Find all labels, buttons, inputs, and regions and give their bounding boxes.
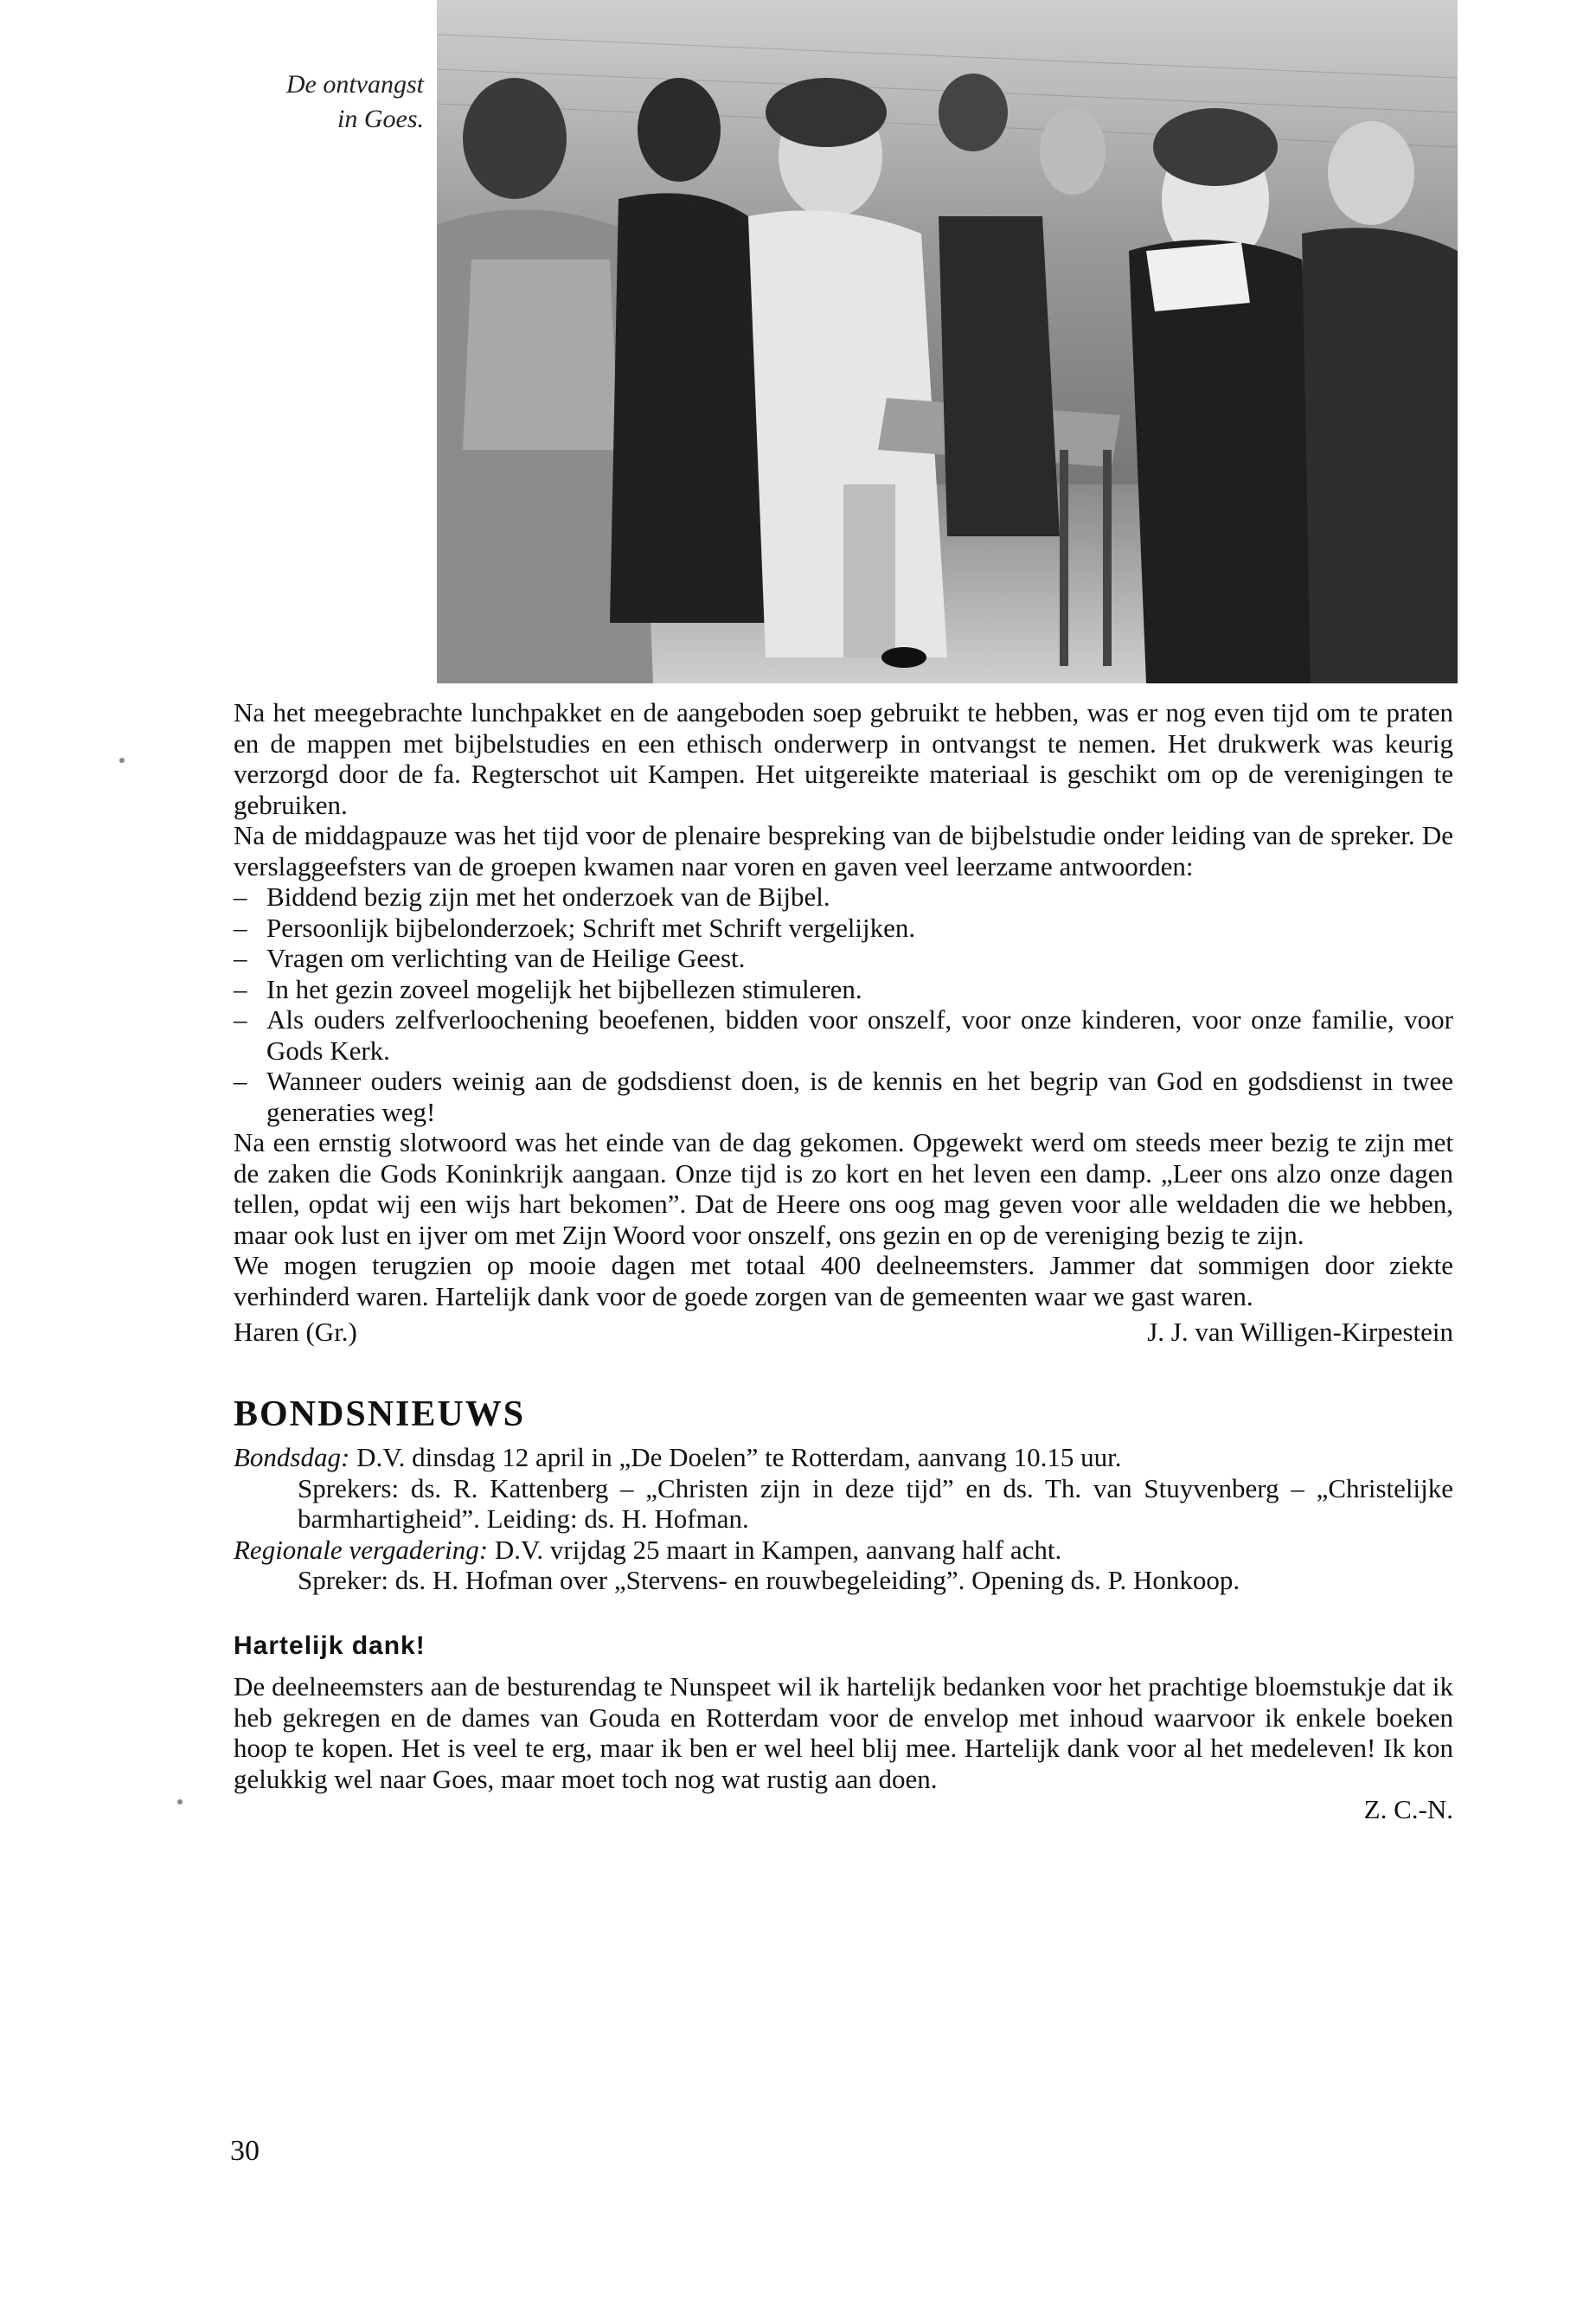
- article-body: [234, 697, 1453, 1825]
- thanks-heading: Hartelijk dank!: [234, 1631, 426, 1660]
- page-number: 30: [230, 2135, 260, 2167]
- reception-photo: [437, 0, 1458, 683]
- list-item: – Vragen om verlichting van de Heilige Geest.: [234, 943, 1453, 974]
- margin-dot: [177, 1799, 183, 1804]
- article-signature: [234, 1317, 1453, 1348]
- photo-illustration: [437, 0, 1458, 683]
- answers-list: [234, 881, 1453, 1127]
- section-heading: BONDSNIEUWS: [234, 1394, 526, 1434]
- list-item: – Persoonlijk bijbelonderzoek; Schrift met Schrift vergelijken.: [234, 913, 1453, 944]
- regional-label: Regionale vergadering:: [234, 1534, 489, 1565]
- regional-detail: Spreker: ds. H. Hofman over „Stervens- en rouwbegeleiding”. Opening ds. P. Honkoop.: [298, 1565, 1240, 1595]
- article-paragraph: Na een ernstig slotwoord was het einde van de dag gekomen. Opgewekt werd om steeds meer bezig te zijn met de zaken die Gods Koninkrijk aangaan. Onze tijd is zo kort en het leven een damp. „Leer ons alzo onze dagen tellen, opdat wij een wijs hart bekomen”. Dat de Heere ons oog mag geven voor alle weldaden die we hebben, maar ook lust en ijver om met Zijn Woord voor onszelf, ons gezin en op de vereniging bezig te zijn.: [234, 1127, 1453, 1250]
- signature-place: Haren (Gr.): [234, 1317, 357, 1347]
- regional-entry: [234, 1535, 1453, 1566]
- thanks-paragraph: De deelneemsters aan de besturendag te Nunspeet wil ik hartelijk bedanken voor het prachtige bloemstukje dat ik heb gekregen en de dames van Gouda en Rotterdam voor de envelop met inhoud waarvoor ik enkele boeken hoop te kopen. Het is veel te erg, maar ik ben er wel heel blij mee. Hartelijk dank voor al het medeleven! Ik kon gelukkig wel naar Goes, maar moet toch nog wat rustig aan doen.: [234, 1671, 1453, 1794]
- caption-line-2: in Goes.: [337, 105, 424, 133]
- list-item: – Als ouders zelfverloochening beoefenen, bidden voor onszelf, voor onze kinderen, voor onze familie, voor Gods Kerk.: [234, 1004, 1453, 1066]
- list-item: – Wanneer ouders weinig aan de godsdienst doen, is de kennis en het begrip van God en godsdienst in twee generaties weg!: [234, 1066, 1453, 1127]
- bondsdag-detail: Sprekers: ds. R. Kattenberg – „Christen zijn in deze tijd” en ds. Th. van Stuyvenberg – „Christelijke barmhartigheid”. Leiding: ds. H. Hofman.: [298, 1472, 1453, 1534]
- bondsdag-entry: [234, 1442, 1453, 1473]
- caption-line-1: De ontvangst: [285, 70, 424, 99]
- thanks-initials: Z. C.-N.: [1363, 1794, 1453, 1824]
- list-item: – In het gezin zoveel mogelijk het bijbellezen stimuleren.: [234, 974, 1453, 1005]
- regional-text: D.V. vrijdag 25 maart in Kampen, aanvang half acht.: [494, 1534, 1062, 1565]
- article-paragraph: We mogen terugzien op mooie dagen met totaal 400 deelneemsters. Jammer dat sommigen door ziekte verhinderd waren. Hartelijk dank voor de goede zorgen van de gemeenten waar we gast waren.: [234, 1250, 1453, 1311]
- list-item: – Biddend bezig zijn met het onderzoek van de Bijbel.: [234, 881, 1453, 913]
- photo-caption: [130, 67, 424, 137]
- bondsdag-label: Bondsdag:: [234, 1442, 350, 1472]
- margin-dot: [119, 758, 125, 763]
- bondsdag-text: D.V. dinsdag 12 april in „De Doelen” te Rotterdam, aanvang 10.15 uur.: [356, 1442, 1122, 1472]
- signature-author: J. J. van Willigen-Kirpestein: [1147, 1317, 1453, 1347]
- article-paragraph: Na de middagpauze was het tijd voor de plenaire bespreking van de bijbelstudie onder leiding van de spreker. De verslaggeefsters van de groepen kwamen naar voren en gaven veel leerzame antwoorden:: [234, 820, 1453, 881]
- article-paragraph: Na het meegebrachte lunchpakket en de aangeboden soep gebruikt te hebben, was er nog even tijd om te praten en de mappen met bijbelstudies en een ethisch onderwerp in ontvangst te nemen. Het drukwerk was keurig verzorgd door de fa. Regterschot uit Kampen. Het uitgereikte materiaal is geschikt om op de verenigingen te gebruiken.: [234, 697, 1453, 820]
